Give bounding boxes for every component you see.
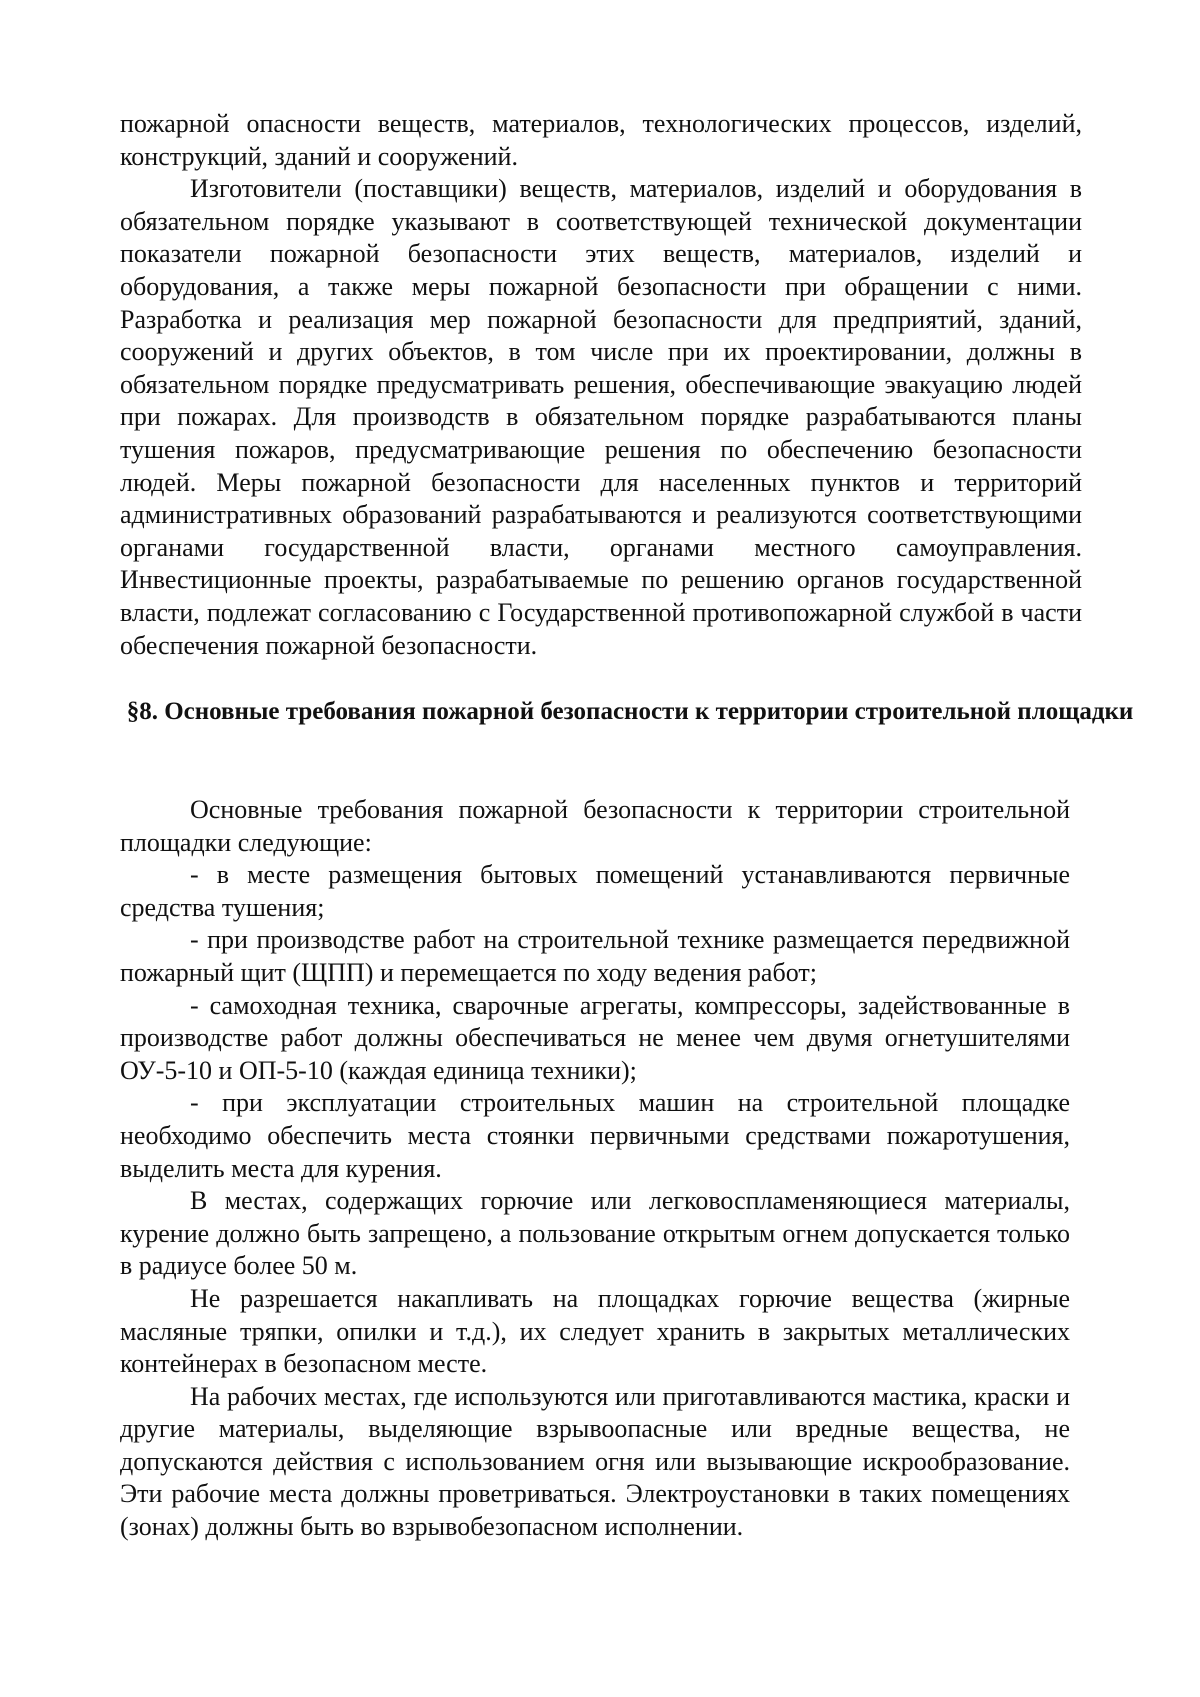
- list-item-machine-parking: - при эксплуатации строительных машин на строительной площадке необходимо обеспечить места стоянки первичными средствами пожаротушения, выделить места для курения.: [120, 1088, 1070, 1183]
- list-item-extinguishers: - самоходная техника, сварочные агрегаты, компрессоры, задействованные в производстве работ должны обеспечиваться не менее чем двумя огнетушителями ОУ-5-10 и ОП-5-10 (каждая единица техники);: [120, 990, 1070, 1085]
- intro-text-block: [120, 108, 1082, 662]
- section-text-block: [120, 794, 1070, 1544]
- list-item-primary-means: - в месте размещения бытовых помещений устанавливаются первичные средства тушения;: [120, 860, 1070, 922]
- paragraph-smoking-ban: В местах, содержащих горючие или легковоспламеняющиеся материалы, курение должно быть запрещено, а пользование открытым огнем допускается только в радиусе более 50 м.: [120, 1186, 1070, 1281]
- section-heading: §8. Основные требования пожарной безопасности к территории строительной площадки: [126, 698, 1134, 725]
- paragraph-storage: Не разрешается накапливать на площадках горючие вещества (жирные масляные тряпки, опилки и т.д.), их следует хранить в закрытых металлических контейнерах в безопасном месте.: [120, 1283, 1070, 1379]
- paragraph-workplaces: На рабочих местах, где используются или приготавливаются мастика, краски и другие материалы, выделяющие взрывоопасные или вредные вещества, не допускаются действия с использованием огня или вызывающие искрообразование. Эти рабочие места должны проветриваться. Электроустановки в таких помещениях (зонах) должны быть во взрывобезопасном исполнении.: [120, 1381, 1070, 1542]
- paragraph-continuation: пожарной опасности веществ, материалов, технологических процессов, изделий, конструкций, зданий и сооружений.: [120, 109, 1082, 171]
- paragraph-manufacturers: Изготовители (поставщики) веществ, материалов, изделий и оборудования в обязательном порядке указывают в соответствующей технической документации показатели пожарной безопасности этих веществ, материалов, изделий и оборудования, а также меры пожарной безопасности при обращении с ними. Разработка и реализация мер пожарной безопасности для предприятий, зданий, сооружений и других объектов, в том числе при их проектировании, должны в обязательном порядке предусматривать решения, обеспечивающие эвакуацию людей при пожарах. Для производств в обязательном порядке разрабатываются планы тушения пожаров, предусматривающие решения по обеспечению безопасности людей. Меры пожарной безопасности для населенных пунктов и территорий административных образований разрабатываются и реализуются соответствующими органами государственной власти, органами местного самоуправления. Инвестиционные проекты, разрабатываемые по решению органов государственной власти, подлежат согласованию с Государственной противопожарной службой в части обеспечения пожарной безопасности.: [120, 174, 1082, 660]
- list-item-fire-shield: - при производстве работ на строительной технике размещается передвижной пожарный щит (ЩПП) и перемещается по ходу ведения работ;: [120, 925, 1070, 987]
- paragraph-requirements-intro: Основные требования пожарной безопасности к территории строительной площадки следующие:: [120, 795, 1070, 857]
